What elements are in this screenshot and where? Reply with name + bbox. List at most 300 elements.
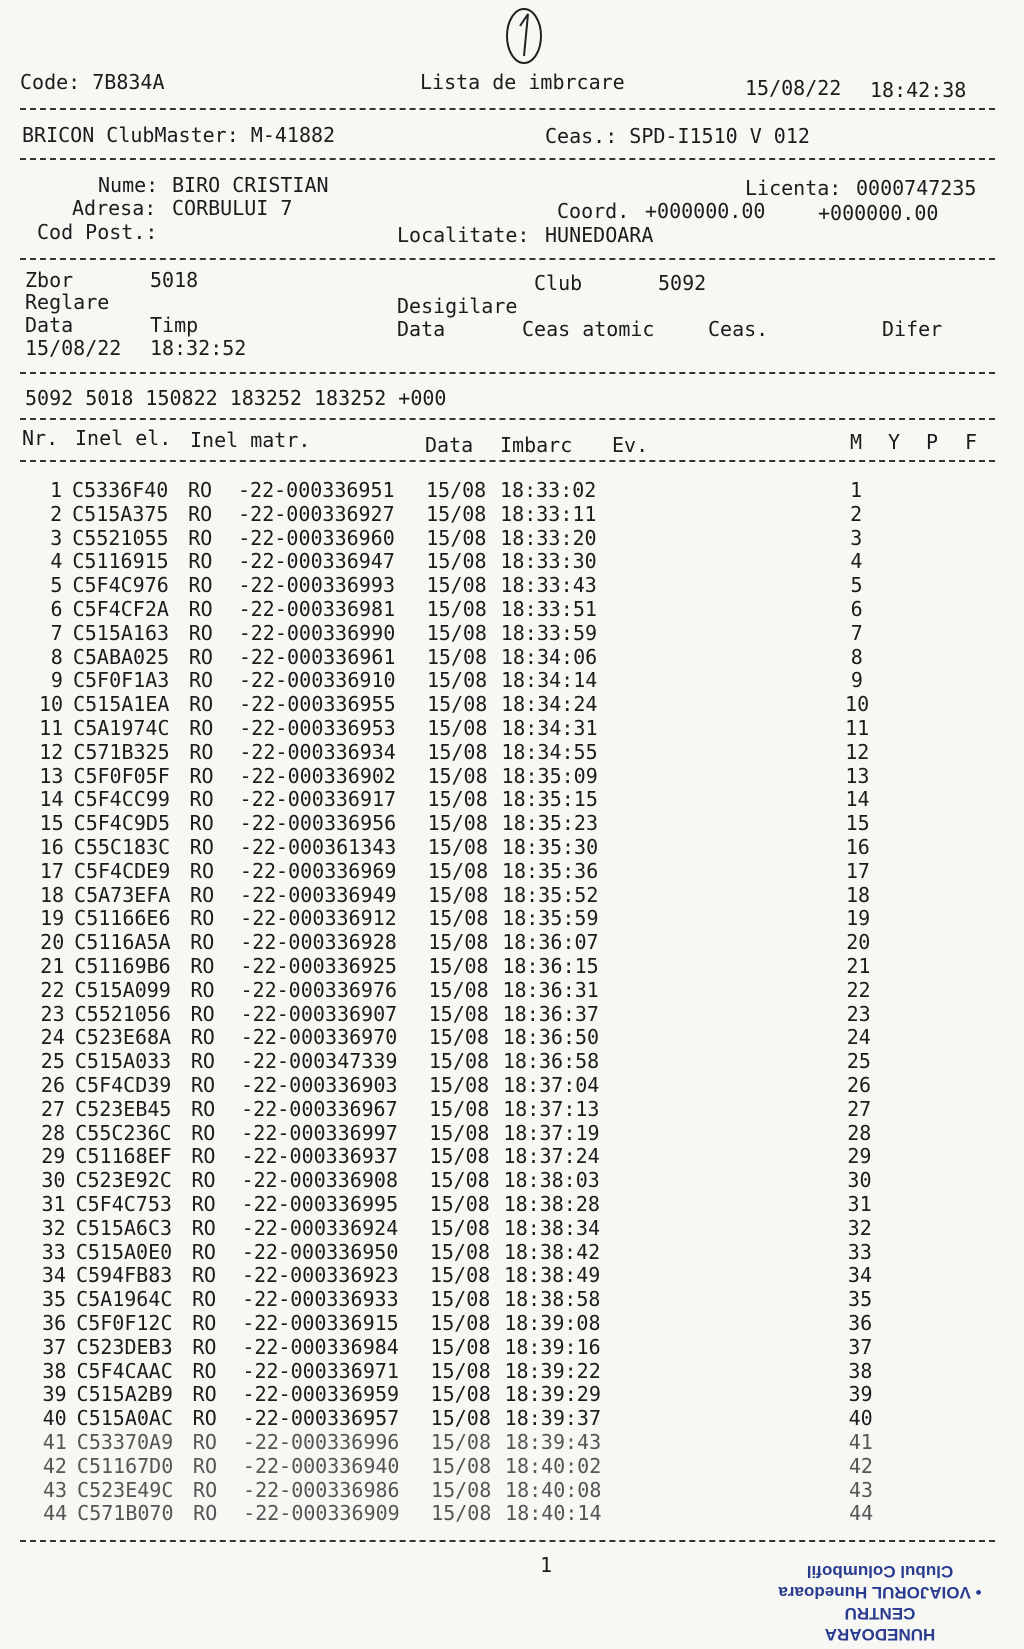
basket-time: 18:39:08 (504, 1311, 601, 1335)
table-row (0, 1454, 1024, 1478)
electronic-ring: C5F4CF2A (72, 597, 169, 621)
electronic-ring: C51169B6 (74, 954, 171, 978)
electronic-ring: C5ABA025 (72, 644, 170, 669)
table-row (0, 645, 1024, 669)
ring-number: -22-000336949 (240, 882, 397, 907)
ring-country: RO (190, 1001, 215, 1026)
basket-time: 18:34:24 (501, 692, 598, 717)
basket-time: 18:38:49 (503, 1263, 601, 1288)
ring-number: -22-000336953 (239, 716, 396, 740)
divider (20, 418, 995, 420)
electronic-ring: C51168EF (75, 1144, 172, 1169)
divider (20, 460, 995, 462)
position-m: 32 (847, 1215, 872, 1240)
row-number: 35 (41, 1287, 67, 1312)
basket-time: 18:35:36 (501, 858, 599, 883)
ring-number: -22-000336955 (239, 692, 396, 717)
desigilare-label: Desigilare (397, 294, 518, 318)
basket-time: 18:36:37 (502, 1001, 599, 1026)
table-row (0, 764, 1024, 788)
row-number: 42 (42, 1453, 67, 1478)
row-number: 21 (40, 954, 65, 978)
position-m: 39 (848, 1382, 873, 1407)
basket-date: 15/08 (427, 692, 488, 717)
electronic-ring: C515A375 (72, 501, 169, 526)
table-row (0, 1240, 1024, 1264)
desigilare-data-label: Data (397, 317, 446, 341)
ring-country: RO (189, 787, 214, 812)
ring-number: -22-000336902 (239, 763, 396, 788)
electronic-ring: C5F4C753 (75, 1192, 172, 1216)
row-number: 25 (40, 1049, 65, 1074)
address-label: Adresa: (72, 196, 157, 220)
row-number: 1 (49, 478, 62, 502)
ring-number: -22-000336960 (238, 525, 395, 550)
license-label: Licenta: (745, 176, 842, 200)
position-m: 7 (850, 620, 863, 645)
basket-date: 15/08 (426, 573, 487, 598)
basket-date: 15/08 (430, 1287, 491, 1312)
row-number: 2 (50, 501, 63, 526)
clock-id: Ceas.: SPD-I1510 V 012 (545, 124, 810, 148)
ring-country: RO (190, 977, 215, 1002)
ring-country: RO (188, 525, 213, 550)
basket-time: 18:33:20 (500, 525, 597, 550)
position-m: 36 (848, 1311, 873, 1335)
ring-country: RO (191, 1215, 216, 1240)
table-row (0, 740, 1024, 764)
atomic-clock-label: Ceas atomic (522, 317, 655, 341)
ring-country: RO (190, 906, 215, 931)
position-m: 29 (847, 1144, 872, 1169)
col-data: Data (425, 433, 474, 457)
basket-date: 15/08 (431, 1477, 492, 1502)
ring-number: -22-000336927 (238, 501, 395, 526)
basket-time: 18:34:06 (500, 644, 598, 669)
row-number: 36 (42, 1311, 67, 1335)
position-m: 11 (845, 716, 870, 740)
postcode-label: Cod Post.: (37, 220, 158, 244)
ring-number: -22-000336950 (241, 1239, 399, 1264)
electronic-ring: C53370A9 (76, 1430, 174, 1454)
document-code: Code: 7B834A (20, 70, 165, 94)
table-row (0, 835, 1024, 859)
row-number: 37 (42, 1334, 67, 1359)
ring-number: -22-000336934 (239, 739, 396, 764)
stamp-line: Clubul Columbofil (806, 1562, 954, 1581)
basket-date: 15/08 (429, 1192, 490, 1216)
row-number: 10 (38, 692, 64, 717)
electronic-ring: C523EB45 (75, 1096, 172, 1121)
ring-country: RO (189, 716, 214, 740)
basket-time: 18:38:28 (503, 1192, 600, 1216)
basket-time: 18:39:37 (504, 1406, 601, 1431)
basket-time: 18:36:31 (502, 977, 599, 1002)
position-m: 34 (847, 1263, 872, 1288)
ring-number: -22-000336996 (242, 1430, 400, 1454)
row-number: 41 (42, 1430, 67, 1454)
row-number: 20 (40, 930, 65, 955)
position-m: 38 (848, 1358, 873, 1383)
basket-date: 15/08 (429, 1263, 491, 1288)
ring-country: RO (190, 930, 215, 955)
table-row (0, 930, 1024, 954)
position-m: 22 (846, 977, 871, 1002)
ring-country: RO (190, 954, 215, 978)
basket-time: 18:37:19 (503, 1120, 600, 1145)
ring-number: -22-000336961 (238, 644, 396, 669)
ring-country: RO (192, 1287, 217, 1312)
license-number: 0000747235 (856, 176, 977, 200)
locality-label: Localitate: (397, 223, 530, 247)
basket-time: 18:34:31 (501, 716, 598, 740)
position-m: 35 (848, 1287, 873, 1312)
table-row (0, 478, 1024, 502)
position-m: 1 (849, 478, 863, 502)
ring-number: -22-000336971 (242, 1358, 399, 1383)
ring-number: -22-000347339 (240, 1049, 398, 1074)
row-number: 43 (42, 1477, 68, 1502)
ring-country: RO (191, 1073, 216, 1097)
basket-time: 18:35:09 (501, 763, 598, 788)
col-inel-matr: Inel matr. (190, 428, 311, 452)
table-row (0, 787, 1024, 811)
ring-country: RO (188, 549, 213, 574)
ring-country: RO (188, 478, 213, 502)
electronic-ring: C5116A5A (74, 930, 171, 955)
ring-country: RO (191, 1096, 216, 1121)
clubmaster-id: BRICON ClubMaster: M-41882 (22, 123, 336, 147)
basket-date: 15/08 (430, 1358, 491, 1383)
handwritten-page-mark (500, 0, 550, 66)
basket-date: 15/08 (428, 882, 489, 907)
coord-label: Coord. (557, 199, 630, 223)
ring-number: -22-000336951 (238, 478, 395, 502)
electronic-ring: C51167D0 (76, 1453, 174, 1478)
basket-date: 15/08 (427, 811, 488, 836)
electronic-ring: C5F4CDE9 (73, 858, 171, 883)
basket-time: 18:40:14 (505, 1501, 602, 1526)
electronic-ring: C515A099 (74, 977, 171, 1002)
basket-time: 18:35:59 (502, 906, 599, 931)
ring-country: RO (189, 811, 214, 836)
table-row (0, 1216, 1024, 1240)
position-m: 20 (846, 930, 871, 955)
electronic-ring: C515A1EA (73, 692, 170, 717)
ring-number: -22-000336903 (241, 1073, 398, 1097)
ring-country: RO (192, 1406, 217, 1431)
row-number: 39 (42, 1382, 67, 1407)
table-row (0, 526, 1024, 550)
basket-time: 18:39:29 (504, 1382, 601, 1407)
basket-date: 15/08 (428, 1001, 489, 1026)
row-number: 32 (41, 1215, 66, 1240)
position-m: 31 (847, 1192, 872, 1216)
ring-number: -22-000336969 (239, 858, 397, 883)
coord-y: +000000.00 (818, 201, 939, 225)
basket-time: 18:33:51 (500, 597, 597, 621)
divider (20, 1540, 995, 1542)
table-row (0, 549, 1024, 573)
basket-time: 18:38:34 (503, 1215, 601, 1240)
table-row (0, 811, 1024, 835)
row-number: 9 (50, 668, 63, 693)
electronic-ring: C5F4C9D5 (73, 811, 170, 836)
flight-code-line: 5092 5018 150822 183252 183252 +000 (25, 386, 447, 410)
basket-date: 15/08 (428, 1049, 490, 1074)
row-number: 28 (41, 1120, 66, 1145)
club-label: Club (534, 271, 583, 295)
ring-country: RO (190, 1025, 215, 1050)
table-row (0, 1144, 1024, 1168)
position-m: 26 (846, 1073, 872, 1097)
electronic-ring: C5521056 (74, 1001, 171, 1026)
ring-country: RO (189, 692, 214, 717)
row-number: 19 (40, 906, 65, 931)
table-row (0, 1478, 1024, 1502)
row-number: 8 (50, 644, 63, 669)
table-row (0, 1263, 1024, 1287)
row-number: 7 (50, 620, 63, 645)
electronic-ring: C5336F40 (72, 478, 169, 502)
basket-date: 15/08 (431, 1501, 492, 1526)
col-p: P (926, 430, 939, 454)
basket-date: 15/08 (426, 644, 488, 669)
basket-time: 18:35:23 (501, 811, 598, 836)
difference-label: Difer (882, 317, 943, 341)
position-m: 30 (847, 1168, 872, 1193)
ring-number: -22-000336908 (241, 1168, 399, 1193)
table-row (0, 573, 1024, 597)
row-number: 15 (39, 811, 64, 836)
basket-date: 15/08 (427, 858, 489, 883)
electronic-ring: C5A73EFA (74, 882, 171, 907)
row-number: 26 (40, 1073, 65, 1097)
ring-country: RO (191, 1239, 216, 1264)
position-m: 17 (845, 858, 870, 883)
ring-number: -22-000336909 (243, 1501, 400, 1526)
ring-country: RO (191, 1144, 216, 1169)
ring-country: RO (188, 597, 213, 621)
ring-country: RO (191, 1192, 216, 1216)
electronic-ring: C515A2B9 (76, 1382, 173, 1407)
ring-number: -22-000336956 (239, 811, 397, 836)
basket-time: 18:33:43 (500, 573, 597, 598)
row-number: 29 (41, 1144, 66, 1169)
ring-number: -22-000336967 (241, 1096, 398, 1121)
table-row (0, 1168, 1024, 1192)
basket-date: 15/08 (428, 1025, 489, 1050)
basket-date: 15/08 (430, 1382, 491, 1407)
basket-time: 18:38:58 (504, 1287, 601, 1312)
position-m: 37 (848, 1334, 873, 1359)
table-row (0, 668, 1024, 692)
basket-time: 18:38:03 (503, 1168, 600, 1193)
ring-number: -22-000361343 (239, 835, 397, 859)
divider (20, 158, 995, 160)
position-m: 16 (845, 835, 870, 859)
position-m: 43 (848, 1477, 874, 1502)
table-row (0, 1097, 1024, 1121)
locality: HUNEDOARA (545, 223, 654, 247)
position-m: 19 (846, 906, 871, 931)
row-number: 6 (50, 597, 63, 621)
basket-date: 15/08 (429, 1073, 490, 1097)
position-m: 3 (850, 525, 863, 550)
ring-country: RO (188, 668, 214, 693)
col-y: Y (888, 430, 901, 454)
table-row (0, 1382, 1024, 1406)
position-m: 44 (849, 1501, 874, 1526)
electronic-ring: C51166E6 (74, 906, 171, 931)
ring-number: -22-000336924 (241, 1215, 399, 1240)
page-number: 1 (540, 1553, 553, 1577)
basket-date: 15/08 (430, 1453, 492, 1478)
row-number: 38 (42, 1358, 67, 1383)
ring-country: RO (193, 1477, 218, 1502)
table-row (0, 1430, 1024, 1454)
ring-country: RO (190, 882, 215, 907)
position-m: 33 (847, 1239, 872, 1264)
electronic-ring: C5A1974C (73, 716, 170, 740)
position-m: 9 (850, 668, 863, 693)
basket-time: 18:36:58 (502, 1049, 600, 1074)
basket-time: 18:33:02 (500, 478, 597, 502)
row-number: 17 (39, 858, 64, 883)
position-m: 14 (845, 787, 870, 812)
ring-country: RO (192, 1382, 217, 1407)
row-number: 44 (43, 1501, 68, 1526)
row-number: 12 (39, 739, 64, 764)
table-row (0, 978, 1024, 1002)
basket-time: 18:33:30 (500, 549, 597, 574)
basket-time: 18:34:55 (501, 739, 598, 764)
electronic-ring: C5F0F05F (73, 763, 170, 788)
row-number: 40 (42, 1406, 67, 1431)
basket-date: 15/08 (426, 525, 487, 550)
ring-number: -22-000336928 (240, 930, 397, 955)
electronic-ring: C5F4CD39 (75, 1073, 172, 1097)
row-number: 27 (41, 1096, 66, 1121)
basket-time: 18:39:16 (504, 1334, 601, 1359)
table-row (0, 1335, 1024, 1359)
ring-country: RO (191, 1120, 216, 1145)
electronic-ring: C5116915 (72, 549, 169, 574)
electronic-ring: C5F0F12C (76, 1311, 173, 1335)
position-m: 25 (846, 1049, 871, 1074)
ring-country: RO (191, 1263, 217, 1288)
table-row (0, 883, 1024, 907)
coord-x: +000000.00 (645, 199, 766, 223)
position-m: 40 (848, 1406, 873, 1431)
ring-number: -22-000336990 (238, 620, 396, 645)
clock-label: Ceas. (708, 317, 769, 341)
ring-number: -22-000336925 (240, 954, 397, 978)
zbor-number: 5018 (150, 268, 199, 292)
ring-country: RO (189, 763, 214, 788)
basket-date: 15/08 (426, 478, 487, 502)
basket-date: 15/08 (429, 1215, 490, 1240)
basket-date: 15/08 (430, 1334, 491, 1359)
row-number: 30 (41, 1168, 66, 1193)
zbor-label: Zbor (25, 268, 74, 292)
position-m: 21 (846, 954, 871, 978)
position-m: 18 (845, 882, 871, 907)
ring-country: RO (191, 1168, 216, 1193)
table-row (0, 1049, 1024, 1073)
basket-time: 18:33:59 (500, 620, 598, 645)
table-row (0, 1287, 1024, 1311)
position-m: 28 (847, 1120, 872, 1145)
basket-time: 18:38:42 (503, 1239, 601, 1264)
row-number: 11 (39, 716, 64, 740)
basket-time: 18:36:07 (502, 930, 599, 955)
electronic-ring: C523DEB3 (76, 1334, 173, 1359)
basket-time: 18:35:15 (501, 787, 598, 812)
basket-date: 15/08 (427, 716, 488, 740)
reglare-time: 18:32:52 (150, 336, 247, 360)
ring-number: -22-000336915 (242, 1311, 399, 1335)
owner-address: CORBULUI 7 (172, 196, 293, 220)
table-row (0, 597, 1024, 621)
ring-country: RO (192, 1334, 217, 1359)
basket-time: 18:33:11 (500, 501, 597, 526)
reglare-date: 15/08/22 (25, 336, 122, 360)
row-number: 34 (41, 1263, 66, 1288)
basket-date: 15/08 (429, 1168, 490, 1193)
ring-number: -22-000336912 (240, 906, 397, 931)
ring-number: -22-000336907 (240, 1001, 398, 1026)
position-m: 13 (845, 763, 870, 788)
stamp-line: HUNEDOARA (824, 1625, 936, 1644)
electronic-ring: C523E92C (75, 1168, 172, 1193)
reglare-label: Reglare (25, 290, 110, 314)
basket-date: 15/08 (428, 906, 489, 931)
table-row (0, 1073, 1024, 1097)
position-m: 41 (848, 1430, 873, 1454)
row-number: 23 (40, 1001, 65, 1026)
table-row (0, 1121, 1024, 1145)
electronic-ring: C571B325 (73, 739, 170, 764)
electronic-ring: C515A0AC (76, 1406, 173, 1431)
ring-number: -22-000336957 (242, 1406, 400, 1431)
ring-number: -22-000336959 (242, 1382, 400, 1407)
electronic-ring: C515A163 (72, 620, 170, 645)
divider (20, 372, 995, 374)
electronic-ring: C5A1964C (76, 1287, 173, 1312)
basket-date: 15/08 (429, 1120, 490, 1145)
stamp-line: • VOIAJORUL Hunedoara (778, 1583, 982, 1602)
basket-date: 15/08 (430, 1311, 491, 1335)
ring-country: RO (192, 1311, 217, 1335)
timp-label: Timp (150, 313, 199, 337)
row-number: 3 (50, 525, 63, 550)
position-m: 24 (846, 1025, 871, 1050)
document-title: Lista de imbrcare (420, 70, 625, 94)
basket-date: 15/08 (430, 1430, 492, 1454)
table-row (0, 1501, 1024, 1525)
electronic-ring: C515A033 (74, 1049, 172, 1074)
table-row (0, 906, 1024, 930)
ring-number: -22-000336910 (238, 668, 396, 693)
basket-date: 15/08 (427, 763, 488, 788)
basket-date: 15/08 (427, 739, 488, 764)
basket-time: 18:36:15 (502, 954, 599, 978)
electronic-ring: C571B070 (77, 1501, 174, 1526)
table-row (0, 1406, 1024, 1430)
table-row (0, 502, 1024, 526)
basket-time: 18:39:22 (504, 1358, 601, 1383)
